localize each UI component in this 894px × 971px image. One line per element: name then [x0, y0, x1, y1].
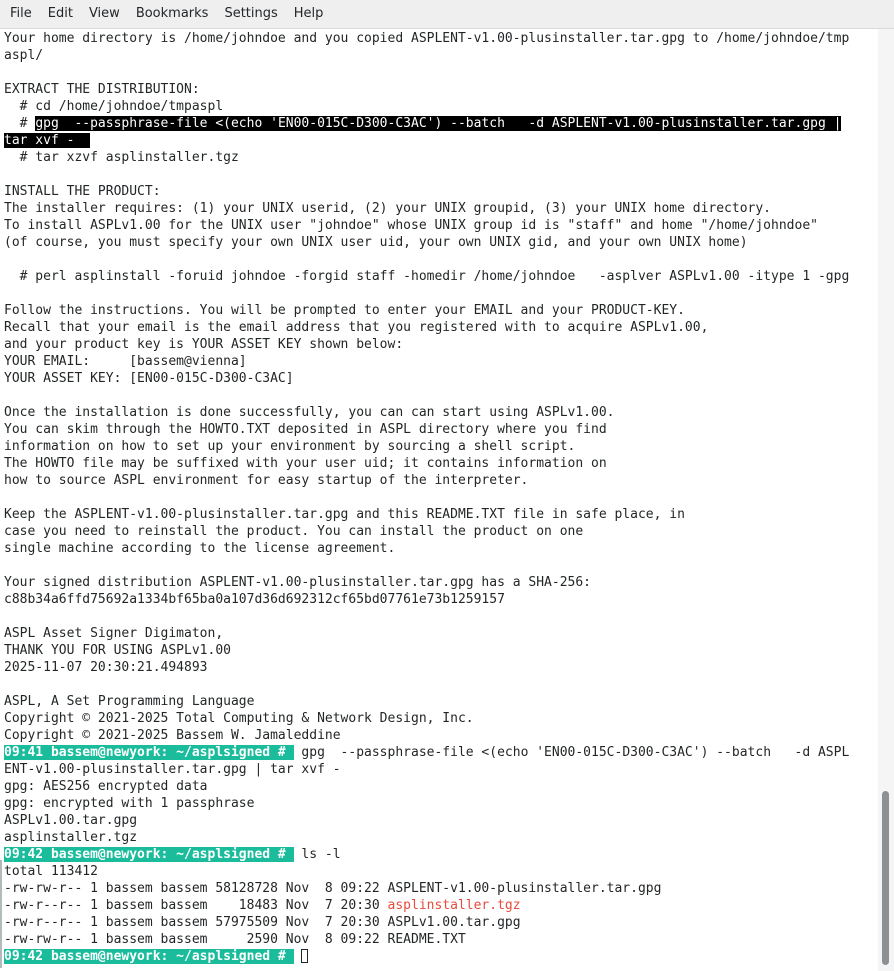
terminal-line	[4, 472, 849, 489]
output-text: #	[4, 116, 36, 131]
terminal-line	[4, 846, 849, 863]
menu-edit[interactable]: Edit	[47, 6, 73, 21]
selected-text: gpg --passphrase-file <(echo 'EN00-015C-D300-C3AC') --batch -d ASPLENT-v1.00-plusinstaller.tar.gpg |	[35, 116, 842, 131]
terminal-line	[4, 455, 849, 472]
archive-file-name: asplinstaller.tgz	[387, 898, 521, 913]
terminal-line	[4, 336, 849, 353]
terminal-lines	[4, 30, 849, 965]
terminal-line	[4, 438, 849, 455]
terminal-line	[4, 710, 849, 727]
terminal-line	[4, 387, 849, 404]
scrollbar-thumb[interactable]	[882, 791, 889, 965]
terminal-line	[4, 948, 849, 965]
shell-prompt: 09:42 bassem@newyork: ~/asplsigned #	[4, 949, 294, 964]
terminal-line	[4, 285, 849, 302]
output-text: -rw-rw-r-- 1 bassem bassem 2590 Nov 8 09:22 README.TXT	[4, 932, 466, 947]
terminal-line	[4, 421, 849, 438]
terminal-line	[4, 166, 849, 183]
output-text: -rw-r--r-- 1 bassem bassem 18483 Nov 7 20:30	[4, 898, 388, 913]
shell-prompt: 09:41 bassem@newyork: ~/asplsigned #	[4, 745, 294, 760]
terminal-line	[4, 693, 849, 710]
output-text: Follow the instructions. You will be prompted to enter your EMAIL and your PRODUCT-KEY.	[4, 303, 685, 318]
output-text: YOUR EMAIL: [bassem@vienna]	[4, 354, 247, 369]
terminal-line	[4, 761, 849, 778]
output-text: EXTRACT THE DISTRIBUTION:	[4, 82, 200, 97]
output-text: YOUR ASSET KEY: [EN00-015C-D300-C3AC]	[4, 371, 294, 386]
output-text: Copyright © 2021-2025 Total Computing & Network Design, Inc.	[4, 711, 474, 726]
terminal-line	[4, 880, 849, 897]
menu-help[interactable]: Help	[293, 6, 324, 21]
output-text: gpg: encrypted with 1 passphrase	[4, 796, 255, 811]
text-cursor	[301, 949, 308, 963]
terminal-line	[4, 608, 849, 625]
output-text: (of course, you must specify your own UNIX user uid, your own UNIX gid, and your own UNIX home)	[4, 235, 748, 250]
output-text: 2025-11-07 20:30:21.494893	[4, 660, 208, 675]
output-text: ASPL, A Set Programming Language	[4, 694, 255, 709]
terminal-line	[4, 302, 849, 319]
output-text: Copyright © 2021-2025 Bassem W. Jamaleddine	[4, 728, 341, 743]
output-text: THANK YOU FOR USING ASPLv1.00	[4, 643, 231, 658]
terminal-line	[4, 64, 849, 81]
output-text: ASPL Asset Signer Digimaton,	[4, 626, 224, 641]
terminal-line	[4, 914, 849, 931]
output-text: gpg: AES256 encrypted data	[4, 779, 208, 794]
output-text: gpg --passphrase-file <(echo 'EN00-015C-D300-C3AC') --batch -d ASPL	[293, 745, 850, 760]
terminal-line	[4, 149, 849, 166]
menu-view[interactable]: View	[88, 6, 120, 21]
output-text: ls -l	[293, 847, 341, 862]
output-text: ASPLv1.00.tar.gpg	[4, 813, 138, 828]
terminal-line	[4, 557, 849, 574]
output-text: single machine according to the license agreement.	[4, 541, 396, 556]
terminal-line	[4, 30, 849, 47]
terminal-line	[4, 574, 849, 591]
output-text: You can skim through the HOWTO.TXT deposited in ASPL directory where you find	[4, 422, 607, 437]
terminal-line	[4, 931, 849, 948]
output-text: Your signed distribution ASPLENT-v1.00-plusinstaller.tar.gpg has a SHA-256:	[4, 575, 591, 590]
output-text: how to source ASPL environment for easy startup of the interpreter.	[4, 473, 529, 488]
selected-text: tar xvf -	[4, 133, 91, 148]
terminal-line	[4, 217, 849, 234]
terminal-line	[4, 744, 849, 761]
output-text: -rw-r--r-- 1 bassem bassem 57975509 Nov 7 20:30 ASPLv1.00.tar.gpg	[4, 915, 521, 930]
output-text: c88b34a6ffd75692a1334bf65ba0a107d36d692312cf65bd07761e73b1259157	[4, 592, 505, 607]
terminal-line	[4, 591, 849, 608]
terminal-line	[4, 540, 849, 557]
terminal-line	[4, 897, 849, 914]
terminal-line	[4, 489, 849, 506]
terminal-line	[4, 132, 849, 149]
terminal-line	[4, 625, 849, 642]
terminal-line	[4, 370, 849, 387]
terminal-line	[4, 81, 849, 98]
output-text: information on how to set up your environment by sourcing a shell script.	[4, 439, 576, 454]
output-text: ENT-v1.00-plusinstaller.tar.gpg | tar xvf -	[4, 762, 341, 777]
output-text: and your product key is YOUR ASSET KEY shown below:	[4, 337, 404, 352]
output-text: case you need to reinstall the product. You can install the product on one	[4, 524, 584, 539]
terminal-line	[4, 659, 849, 676]
output-text: Once the installation is done successfully, you can can start using ASPLv1.00.	[4, 405, 615, 420]
output-text: Keep the ASPLENT-v1.00-plusinstaller.tar.gpg and this README.TXT file in safe place, in	[4, 507, 685, 522]
output-text: Recall that your email is the email address that you registered with to acquire ASPLv1.00,	[4, 320, 709, 335]
menu-file[interactable]: File	[10, 6, 32, 21]
terminal-line	[4, 115, 849, 132]
menu-bar	[0, 0, 894, 29]
terminal-line	[4, 47, 849, 64]
output-text: aspl/	[4, 48, 44, 63]
terminal-line	[4, 200, 849, 217]
terminal-line	[4, 523, 849, 540]
terminal-line	[4, 353, 849, 370]
output-text: # cd /home/johndoe/tmpaspl	[4, 99, 224, 114]
output-text: Your home directory is /home/johndoe and you copied ASPLENT-v1.00-plusinstaller.tar.gpg to /home/johndoe/tmp	[4, 31, 850, 46]
shell-prompt: 09:42 bassem@newyork: ~/asplsigned #	[4, 847, 294, 862]
terminal-line	[4, 778, 849, 795]
output-text	[294, 949, 302, 964]
terminal-line	[4, 727, 849, 744]
terminal-line	[4, 404, 849, 421]
terminal-line	[4, 642, 849, 659]
output-text: To install ASPLv1.00 for the UNIX user "johndoe" whose UNIX group id is "staff" and home "/home/johndoe"	[4, 218, 818, 233]
terminal-line	[4, 863, 849, 880]
terminal-line	[4, 795, 849, 812]
terminal-line	[4, 183, 849, 200]
terminal-line	[4, 829, 849, 846]
terminal-line	[4, 812, 849, 829]
output-text: The installer requires: (1) your UNIX userid, (2) your UNIX groupid, (3) your UNIX home directory.	[4, 201, 772, 216]
terminal-output[interactable]	[0, 29, 878, 971]
output-text: # tar xzvf asplinstaller.tgz	[4, 150, 239, 165]
output-text: asplinstaller.tgz	[4, 830, 138, 845]
output-text: -rw-rw-r-- 1 bassem bassem 58128728 Nov 8 09:22 ASPLENT-v1.00-plusinstaller.tar.gpg	[4, 881, 662, 896]
terminal-line	[4, 676, 849, 693]
terminal-line	[4, 506, 849, 523]
output-text: The HOWTO file may be suffixed with your user uid; it contains information on	[4, 456, 607, 471]
terminal-line	[4, 319, 849, 336]
menu-bookmarks[interactable]: Bookmarks	[135, 6, 209, 21]
output-text: INSTALL THE PRODUCT:	[4, 184, 161, 199]
terminal-line	[4, 234, 849, 251]
menu-settings[interactable]: Settings	[224, 6, 278, 21]
output-edge-marker	[0, 860, 2, 968]
terminal-line	[4, 251, 849, 268]
output-text: total 113412	[4, 864, 98, 879]
output-text: # perl asplinstall -foruid johndoe -forgid staff -homedir /home/johndoe -asplver ASPLv1.00 -itype 1 -gpg	[4, 269, 850, 284]
terminal-line	[4, 98, 849, 115]
vertical-scrollbar[interactable]	[878, 29, 894, 971]
terminal-line	[4, 268, 849, 285]
